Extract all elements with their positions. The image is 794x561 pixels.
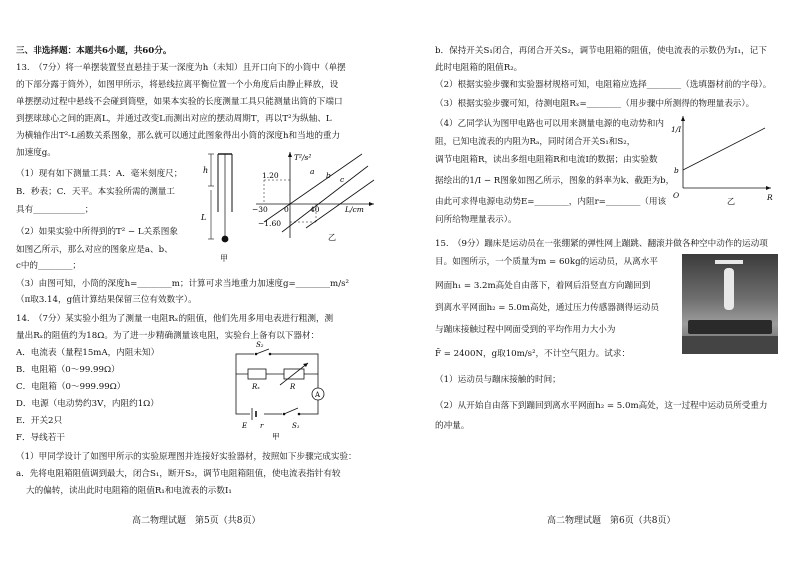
q15-line: 目。如图所示，一个质量为m = 60kg的运动员，从离水平 <box>435 257 658 267</box>
q13-sub2-line: （2）如果实验中所得到的T² − L关系图象 <box>16 227 178 237</box>
q14-option: B．电阻箱（0～99.99Ω） <box>16 365 120 375</box>
q14-sub4-line: 问所给物理量表示）。 <box>435 215 517 225</box>
tick-x-left: −30 <box>252 205 268 214</box>
q14-option: C．电阻箱（0～999.99Ω） <box>16 382 126 392</box>
q14-option: D．电源（电动势约3V，内阻约1Ω） <box>16 399 159 409</box>
q15-line: 与蹦床接触过程中网面受到的平均作用力大小为 <box>435 325 616 335</box>
graph-caption: 乙 <box>727 197 735 206</box>
label-r: R <box>290 383 296 391</box>
page-footer-left: 高二物理试题 第5页（共8页） <box>132 516 261 526</box>
q13-line: 13. （7分）将一单摆装置竖直悬挂于某一深度为h（未知）且开口向下的小筒中（单摆 <box>16 63 346 73</box>
tick-origin: 0 <box>284 205 289 214</box>
q13-line: 为横轴作出T²-L函数关系图象，那么就可以通过此图象得出小筒的深度h和当地的重力 <box>16 131 341 141</box>
fig-yi-caption: 乙 <box>328 233 336 242</box>
q14-step-b-line: b．保持开关S₁闭合，再闭合开关S₂，调节电阻箱的阻值，使电流表的示数仍为I₁，记下 <box>435 46 767 56</box>
circuit-caption: 甲 <box>272 432 280 441</box>
q13-sub1-line: （1）现有如下测量工具：A．毫米刻度尺； <box>16 169 183 179</box>
line-label-c: c <box>340 175 345 184</box>
trampoline-bed <box>688 320 772 334</box>
right-page <box>397 0 794 561</box>
q13-sub1-line: 具有____________； <box>16 205 94 215</box>
fig-jia-caption: 甲 <box>220 254 228 263</box>
y-axis-label: T²/s² <box>294 153 312 162</box>
athlete-figure <box>724 268 734 310</box>
q14-step-a-line: 大的偏转，读出此时电阻箱的阻值R₁和电流表的示数I₁ <box>26 486 232 496</box>
label-rx: Rₓ <box>252 383 260 391</box>
q14-sub4-line: 阻，已知电流表的内阻为Rₐ，同时闭合开关S₁和S₂， <box>435 137 636 147</box>
label-inner-r: r <box>260 422 264 430</box>
q14-line: 量出Rₓ的阻值约为18Ω。为了进一步精确测量该电阻，实验台上备有以下器材： <box>16 331 320 341</box>
q14-sub4-line: （4）乙同学认为图甲电路也可以用来测量电源的电动势和内 <box>435 119 664 129</box>
q14-option: A．电流表（量程15mA，内阻未知） <box>16 348 160 358</box>
q14-option: E．开关2只 <box>16 416 63 426</box>
line-label-a: a <box>310 167 315 176</box>
pendulum-figure <box>198 150 250 265</box>
q13-line: 单摆摆动过程中悬线不会碰到筒壁，如果本实验的长度测量工具只能测量出筒的下端口 <box>16 97 343 107</box>
q13-line: 加速度g。 <box>16 148 56 158</box>
q15-sub2-line: 的冲量。 <box>435 421 470 431</box>
page-footer-right: 高二物理试题 第6页（共8页） <box>547 516 676 526</box>
q14-sub4-line: 由此可求得电源电动势E=________，内阻r=________（用该 <box>435 197 667 207</box>
q14-option: F．导线若干 <box>16 433 65 443</box>
graph-x-label: R <box>767 193 773 202</box>
q13-line: 的下部分露于筒外），如图甲所示，将悬线拉离平衡位置一个小角度后由静止释放，设 <box>16 80 339 90</box>
q14-line: 14. （7分）某实验小组为了测量一电阻Rₓ的阻值，他们先用多用电表进行粗测，测 <box>16 314 334 324</box>
trampoline-photo <box>682 254 778 354</box>
q14-sub1-line: （1）甲同学设计了如图甲所示的实验原理图并连接好实验器材，按照如下步骤完成实验： <box>16 452 357 462</box>
circuit-diagram <box>228 338 344 442</box>
q14-sub4-line: 据绘出的1/I − R图象如图乙所示，图象的斜率为k、截距为b， <box>435 176 675 186</box>
arena-floor <box>682 336 778 354</box>
tick-x-right: 40 <box>310 205 320 214</box>
label-e: E <box>242 422 248 430</box>
q15-line: 15. （9分）蹦床是运动员在一张绷紧的弹性网上蹦跳、翻滚并做各种空中动作的运动项 <box>435 239 768 249</box>
q15-line: F̄ = 2400N，g取10m/s²，不计空气阻力。试求： <box>435 349 631 359</box>
graph-intercept: b <box>674 166 679 175</box>
graph-origin: O <box>673 191 680 200</box>
q13-sub3-line: （3）由图可知，小筒的深度h=________m；计算可求当地重力加速度g=________m/s² <box>16 279 349 289</box>
q14-sub2: （2）根据实验步骤和实验器材规格可知，电阻箱应选择________（选填器材前的字母）。 <box>435 80 772 90</box>
q15-line: 到离水平网面h₂ = 5.0m高处，通过压力传感器测得运动员 <box>435 303 659 313</box>
label-h: h <box>203 166 209 175</box>
section-title: 三、非选择题：本题共6小题，共60分。 <box>16 46 172 56</box>
q15-line: 网面h₁ = 3.2m高处自由落下，着网后沿竖直方向蹦回到 <box>435 281 651 291</box>
label-L: L <box>201 213 207 222</box>
q15-sub2-line: （2）从开始自由落下到蹦回到离水平网面h₂ = 5.0m高处，这一过程中运动员所受重力 <box>435 401 768 411</box>
line-label-b: b <box>326 171 331 180</box>
q13-sub2-line: 如图乙所示，那么对应的图象应是a、b、 <box>16 245 173 255</box>
label-s2: S₂ <box>256 341 264 349</box>
q15-sub1: （1）运动员与蹦床接触的时间； <box>435 375 561 385</box>
q14-sub3: （3）根据实验步骤可知，待测电阻Rₓ=________（用步骤中所测得的物理量表示）。 <box>435 99 755 109</box>
q13-sub3-line: （π取3.14，g值计算结果保留三位有效数字）。 <box>16 295 197 305</box>
q13-line: 到摆球球心之间的距离L，并通过改变L而测出对应的摆动周期T，再以T²为纵轴、L <box>16 114 332 124</box>
q14-step-a-line: a．先将电阻箱阻值调到最大，闭合S₁，断开S₂，调节电阻箱阻值，使电流表指针有较 <box>16 469 341 479</box>
inverse-current-graph <box>669 110 779 210</box>
t2-l-graph <box>250 148 380 243</box>
label-ammeter: A <box>315 391 321 399</box>
tick-y-top: 1.20 <box>262 171 279 180</box>
tick-y-bottom: −1.60 <box>258 219 281 228</box>
athlete-arms <box>715 260 743 264</box>
q13-sub1-line: B．秒表；C．天平。本实验所需的测量工 <box>16 187 175 197</box>
graph-y-label: 1/I <box>671 125 682 134</box>
q14-step-b-line: 此时电阻箱的阻值R₂。 <box>435 63 523 73</box>
q13-sub2-line: c中的________； <box>16 261 81 271</box>
q14-sub4-line: 调节电阻箱R，读出多组电阻箱R和电流I的数据；由实验数 <box>435 155 658 165</box>
x-axis-label: L/cm <box>345 205 364 214</box>
label-s1: S₁ <box>292 422 300 430</box>
